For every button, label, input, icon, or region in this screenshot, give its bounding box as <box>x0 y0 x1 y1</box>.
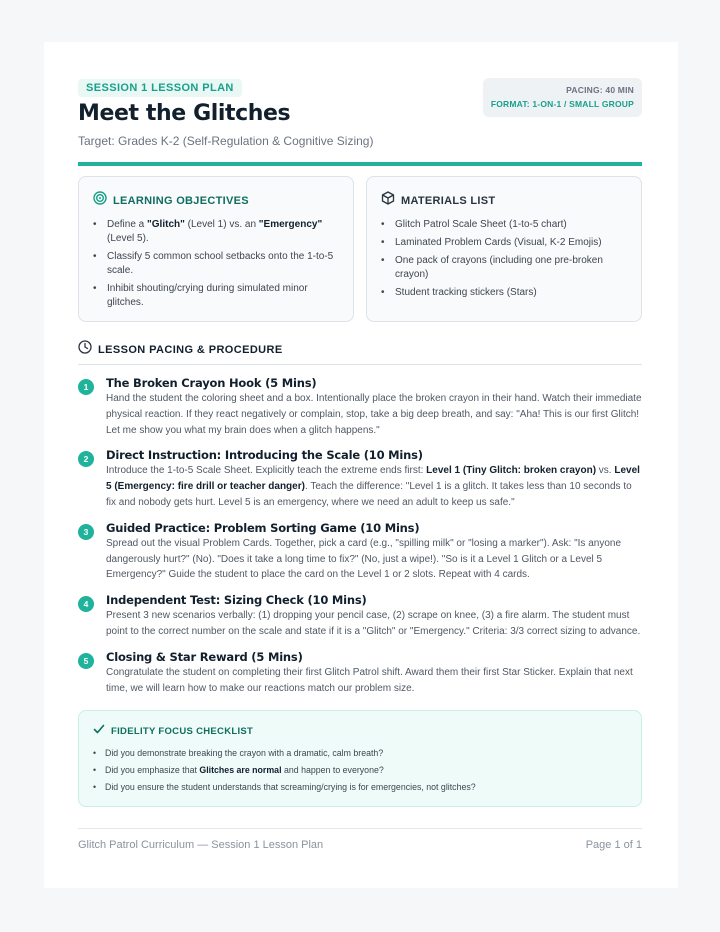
pacing-label: PACING: 40 MIN <box>566 85 634 95</box>
checklist-items <box>93 745 627 796</box>
pacing-box <box>483 78 642 117</box>
page-title: Meet the Glitches <box>78 101 291 126</box>
step-number-badge: 3 <box>78 524 94 540</box>
checklist-header <box>93 722 627 740</box>
materials-card <box>366 176 642 322</box>
text-run: and happen to everyone? <box>281 765 384 776</box>
text-run: Congratulate the student on completing their first Glitch Patrol shift. Award them their first Star Sticker. Explain that next time, we will learn how to make our reactions match our problem size. <box>106 666 633 694</box>
objectives-header <box>93 191 339 210</box>
list-item <box>93 779 627 796</box>
checkmark-icon <box>93 722 105 740</box>
page-footer <box>78 828 642 851</box>
step-description <box>106 665 642 697</box>
list-item <box>93 250 339 278</box>
step-title: The Broken Crayon Hook (5 Mins) <box>106 376 317 390</box>
fidelity-checklist <box>78 710 642 807</box>
lesson-plan-page <box>44 42 678 888</box>
step-title: Guided Practice: Problem Sorting Game (10 Mins) <box>106 520 420 535</box>
step-number-badge: 1 <box>78 379 94 395</box>
format-label: FORMAT: 1-ON-1 / SMALL GROUP <box>490 99 634 109</box>
text-run: Classify 5 common school setbacks onto the 1-to-5 scale. <box>107 251 334 276</box>
clock-icon <box>78 340 92 359</box>
text-run: Inhibit shouting/crying during simulated minor glitches. <box>107 283 308 308</box>
text-run: Introduce the 1-to-5 Scale Sheet. Explicitly teach the extreme ends first: <box>106 465 427 477</box>
text-run: . Teach the difference: "Level 1 is a glitch. It takes less than 10 seconds to fix and nobody gets hurt. Level 5 is an emergency, where we need an adult to keep us safe." <box>106 481 632 508</box>
text-run: vs. <box>596 465 615 477</box>
step-title: Independent Test: Sizing Check (10 Mins) <box>106 593 367 608</box>
step-number-badge: 4 <box>78 596 94 612</box>
text-run: Did you emphasize that <box>105 765 200 776</box>
objectives-list <box>93 218 339 310</box>
footer-title: Glitch Patrol Curriculum — Session 1 Lesson Plan <box>78 839 324 851</box>
list-item: • Student tracking stickers (Stars) <box>381 286 627 300</box>
page-content <box>78 78 642 807</box>
info-cards <box>78 176 642 322</box>
list-item <box>93 282 339 310</box>
procedure-step <box>78 375 642 438</box>
materials-header <box>381 191 627 210</box>
text-run: Present 3 new scenarios verbally: (1) dropping your pencil case, (2) scrape on knee, (3) a fire alarm. The student must point to the correct number on the scale and state if it is a "Glitch" or "Emergency." Criteria: 3/3 correct sizing to advance. <box>106 610 641 637</box>
text-run: (Level 1) vs. an <box>184 219 259 230</box>
box-icon <box>381 191 395 210</box>
header <box>78 78 642 148</box>
list-item: • Glitch Patrol Scale Sheet (1-to-5 chart) <box>381 218 627 232</box>
step-number-badge: 5 <box>78 653 94 669</box>
bold-text: Glitches are normal <box>199 765 282 776</box>
procedure-step <box>78 592 642 640</box>
target-grades: Target: Grades K-2 (Self-Regulation & Cognitive Sizing) <box>78 134 374 148</box>
list-item <box>93 762 627 779</box>
list-item <box>93 218 339 246</box>
procedure-step <box>78 520 642 583</box>
text-run: Define a <box>107 219 148 230</box>
text-run: Did you demonstrate breaking the crayon with a dramatic, calm breath? <box>105 748 384 759</box>
header-divider <box>78 162 642 166</box>
materials-title: MATERIALS LIST <box>401 194 496 207</box>
session-badge: SESSION 1 LESSON PLAN <box>78 79 242 97</box>
list-item: • Laminated Problem Cards (Visual, K-2 Emojis) <box>381 236 627 250</box>
procedure-step <box>78 447 642 510</box>
procedure-header <box>78 340 642 365</box>
bold-text: Level 1 (Tiny Glitch: broken crayon) <box>426 465 597 477</box>
step-title: Closing & Star Reward (5 Mins) <box>106 649 303 664</box>
bold-text: "Glitch" <box>147 219 185 230</box>
step-description <box>106 536 642 583</box>
list-item: • One pack of crayons (including one pre-broken crayon) <box>381 254 627 282</box>
text-run: Did you ensure the student understands that screaming/crying is for emergencies, not glitches? <box>105 782 476 793</box>
objectives-card <box>78 176 354 322</box>
step-description <box>106 463 642 510</box>
step-description <box>106 391 642 438</box>
procedure-steps <box>78 375 642 696</box>
text-run: Spread out the visual Problem Cards. Together, pick a card (e.g., "spilling milk" or "losing a marker"). Ask: "Is anyone dangerously hurt?" (No). "Does it take a long time to fix?" (No, just a wipe!). "So is it a Level 1 Glitch or a Level 5 Emergency?" Guide the student to place the card on the Level 1 or 2 slots. Repeat with 4 cards. <box>106 537 622 581</box>
page-number: Page 1 of 1 <box>585 839 642 851</box>
text-run: (Level 5). <box>107 233 149 244</box>
step-number-badge: 2 <box>78 451 94 467</box>
target-icon <box>93 191 107 210</box>
text-run: Hand the student the coloring sheet and a box. Intentionally place the broken crayon in their hand. Watch their immediate physical reaction. If they react negatively or complain, stop, take a big deep breath, and say: "Aha! This is our first Glitch! Let me show you what my brain does when a glitch happens." <box>106 393 642 436</box>
list-item <box>93 745 627 762</box>
bold-text: Level 5 (Emergency: fire drill or teacher danger) <box>106 465 640 493</box>
step-description <box>106 608 642 640</box>
step-title: Direct Instruction: Introducing the Scale (10 Mins) <box>106 448 423 463</box>
checklist-title: FIDELITY FOCUS CHECKLIST <box>111 725 254 737</box>
bold-text: "Emergency" <box>258 219 323 230</box>
materials-list <box>381 218 627 300</box>
objectives-title: LEARNING OBJECTIVES <box>113 194 249 207</box>
procedure-title: LESSON PACING & PROCEDURE <box>98 343 283 356</box>
procedure-step <box>78 649 642 697</box>
